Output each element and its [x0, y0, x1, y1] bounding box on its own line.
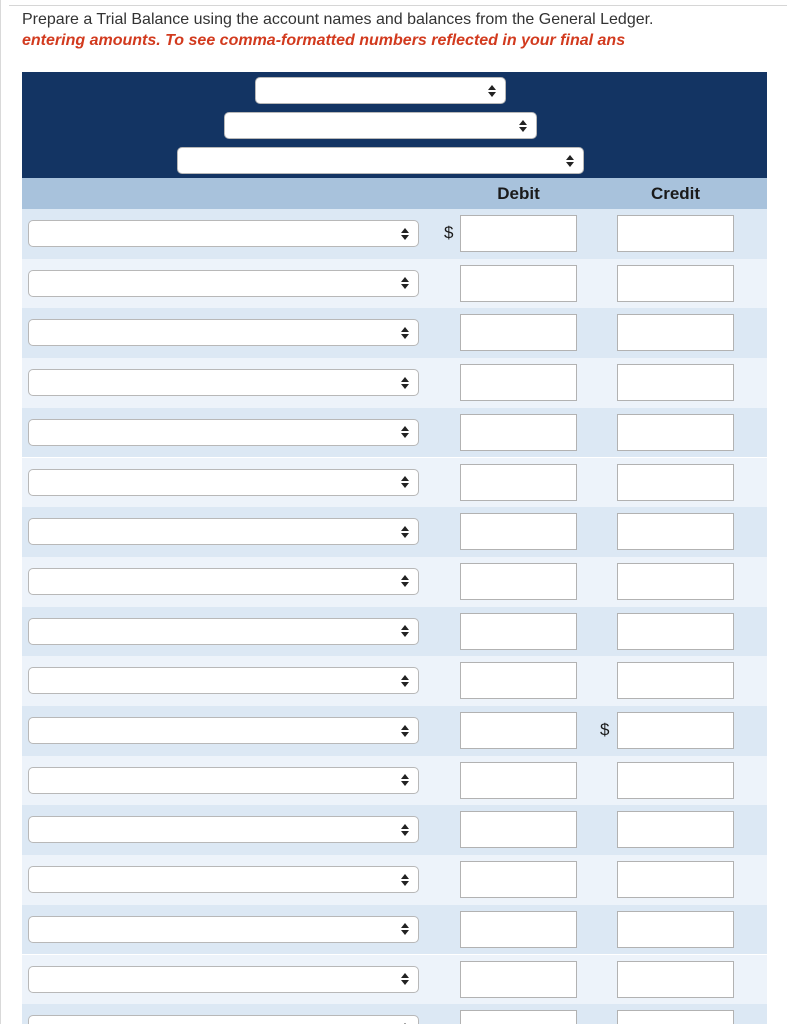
account-name-select[interactable]	[28, 518, 419, 545]
table-row	[22, 259, 767, 309]
up-down-arrows-icon	[401, 874, 409, 886]
up-down-arrows-icon	[401, 327, 409, 339]
statement-date-select[interactable]	[177, 147, 584, 174]
account-name-select[interactable]	[28, 667, 419, 694]
account-name-select[interactable]	[28, 220, 419, 247]
account-name-select[interactable]	[28, 618, 419, 645]
table-row	[22, 706, 767, 756]
account-name-select[interactable]	[28, 419, 419, 446]
credit-amount-input[interactable]	[617, 662, 734, 699]
table-row	[22, 557, 767, 607]
debit-amount-input[interactable]	[460, 464, 577, 501]
credit-amount-input[interactable]	[617, 563, 734, 600]
table-row	[22, 408, 767, 458]
up-down-arrows-icon	[566, 155, 574, 167]
debit-amount-input[interactable]	[460, 613, 577, 650]
debit-amount-input[interactable]	[460, 961, 577, 998]
credit-amount-input[interactable]	[617, 811, 734, 848]
debit-column-header: Debit	[497, 184, 540, 203]
table-row	[22, 855, 767, 905]
table-row	[22, 905, 767, 955]
debit-amount-input[interactable]	[460, 762, 577, 799]
credit-amount-input[interactable]	[617, 762, 734, 799]
top-divider	[9, 5, 787, 6]
up-down-arrows-icon	[401, 725, 409, 737]
up-down-arrows-icon	[401, 476, 409, 488]
debit-amount-input[interactable]	[460, 414, 577, 451]
credit-amount-input[interactable]	[617, 961, 734, 998]
up-down-arrows-icon	[401, 675, 409, 687]
table-row	[22, 1004, 767, 1024]
table-row	[22, 607, 767, 657]
table-row	[22, 308, 767, 358]
instructions-line-1: Prepare a Trial Balance using the account names and balances from the General Ledger.	[22, 11, 654, 28]
credit-column-header: Credit	[650, 184, 701, 203]
up-down-arrows-icon	[488, 85, 496, 97]
up-down-arrows-icon	[401, 973, 409, 985]
table-row	[22, 656, 767, 706]
debit-amount-input[interactable]	[460, 712, 577, 749]
up-down-arrows-icon	[401, 426, 409, 438]
table-row	[22, 507, 767, 557]
credit-amount-input[interactable]	[617, 1010, 734, 1024]
statement-title-select[interactable]	[224, 112, 537, 139]
instructions	[22, 9, 787, 51]
credit-amount-input[interactable]	[617, 513, 734, 550]
account-name-select[interactable]	[28, 469, 419, 496]
up-down-arrows-icon	[401, 575, 409, 587]
credit-amount-input[interactable]	[617, 215, 734, 252]
table-title-header	[22, 72, 767, 178]
credit-amount-input[interactable]	[617, 712, 734, 749]
debit-amount-input[interactable]	[460, 563, 577, 600]
debit-amount-input[interactable]	[460, 911, 577, 948]
debit-amount-input[interactable]	[460, 1010, 577, 1024]
up-down-arrows-icon	[401, 625, 409, 637]
up-down-arrows-icon	[519, 120, 527, 132]
account-name-select[interactable]	[28, 916, 419, 943]
credit-amount-input[interactable]	[617, 265, 734, 302]
debit-amount-input[interactable]	[460, 811, 577, 848]
table-row	[22, 209, 767, 259]
table-row	[22, 756, 767, 806]
account-name-select[interactable]	[28, 568, 419, 595]
debit-amount-input[interactable]	[460, 364, 577, 401]
up-down-arrows-icon	[401, 774, 409, 786]
credit-amount-input[interactable]	[617, 464, 734, 501]
debit-amount-input[interactable]	[460, 861, 577, 898]
account-name-select[interactable]	[28, 1015, 419, 1024]
instructions-line-2: entering amounts. To see comma-formatted numbers reflected in your final ans	[22, 32, 626, 49]
account-name-select[interactable]	[28, 816, 419, 843]
debit-amount-input[interactable]	[460, 662, 577, 699]
up-down-arrows-icon	[401, 277, 409, 289]
account-name-select[interactable]	[28, 966, 419, 993]
credit-amount-input[interactable]	[617, 861, 734, 898]
up-down-arrows-icon	[401, 377, 409, 389]
credit-dollar-sign: $	[600, 720, 610, 739]
debit-amount-input[interactable]	[460, 265, 577, 302]
credit-amount-input[interactable]	[617, 314, 734, 351]
up-down-arrows-icon	[401, 526, 409, 538]
account-name-select[interactable]	[28, 270, 419, 297]
credit-amount-input[interactable]	[617, 911, 734, 948]
account-name-select[interactable]	[28, 319, 419, 346]
table-row	[22, 805, 767, 855]
company-name-select[interactable]	[255, 77, 506, 104]
credit-amount-input[interactable]	[617, 414, 734, 451]
account-name-select[interactable]	[28, 866, 419, 893]
table-row	[22, 955, 767, 1005]
up-down-arrows-icon	[401, 824, 409, 836]
trial-balance-table	[22, 72, 767, 1024]
table-row	[22, 458, 767, 508]
account-name-select[interactable]	[28, 369, 419, 396]
debit-dollar-sign: $	[444, 223, 454, 242]
up-down-arrows-icon	[401, 228, 409, 240]
account-name-select[interactable]	[28, 717, 419, 744]
account-name-select[interactable]	[28, 767, 419, 794]
debit-amount-input[interactable]	[460, 513, 577, 550]
debit-amount-input[interactable]	[460, 314, 577, 351]
debit-amount-input[interactable]	[460, 215, 577, 252]
column-header-row	[22, 178, 767, 209]
credit-amount-input[interactable]	[617, 364, 734, 401]
credit-amount-input[interactable]	[617, 613, 734, 650]
table-row	[22, 358, 767, 408]
up-down-arrows-icon	[401, 923, 409, 935]
